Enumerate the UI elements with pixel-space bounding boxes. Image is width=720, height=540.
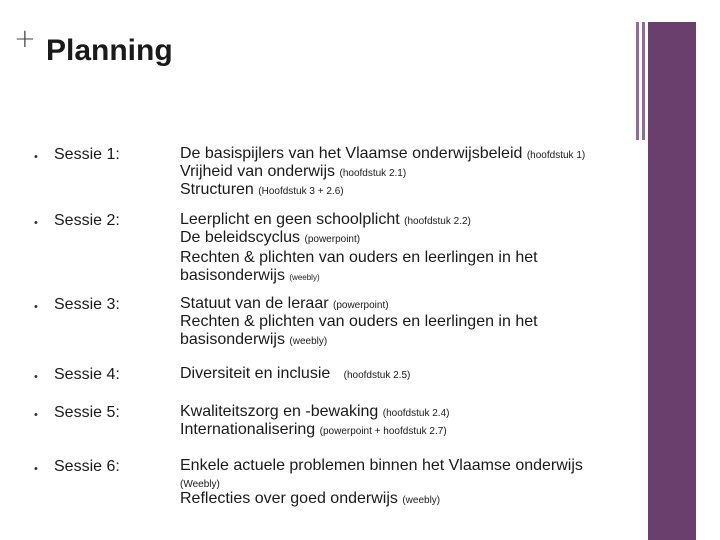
topic-line	[180, 476, 650, 491]
accent-bar-thin-left	[636, 22, 639, 140]
topic-note: (weebly)	[289, 273, 320, 282]
topic-text: Leerplicht en geen schoolplicht	[180, 211, 405, 228]
session-topics	[180, 404, 650, 440]
topic-line	[180, 230, 650, 248]
topic-note: (Hoofdstuk 3 + 2.6)	[258, 186, 344, 197]
topic-line	[180, 250, 650, 268]
topic-note: (powerpoint)	[332, 300, 389, 311]
topic-text: Rechten & plichten van ouders en leerlingen in het	[180, 249, 538, 266]
topic-text: Reflecties over goed onderwijs	[180, 490, 403, 507]
session-label: Sessie 6:	[54, 458, 120, 475]
plus-icon: +	[14, 24, 36, 54]
topic-note: (weebly)	[289, 336, 328, 347]
topic-text: Diversiteit en inclusie	[180, 365, 344, 382]
topic-line	[180, 422, 650, 440]
topic-line	[180, 332, 650, 350]
session-topics	[180, 212, 650, 286]
bullet-icon: •	[34, 151, 38, 163]
topic-text: Enkele actuele problemen binnen het Vlaamse onderwijs	[180, 457, 583, 474]
page-title: Planning	[46, 34, 173, 67]
topic-text: basisonderwijs	[180, 267, 290, 284]
topic-note: (hoofdstuk 2.5)	[343, 370, 411, 381]
session-label: Sessie 5:	[54, 404, 120, 421]
bullet-icon: •	[34, 371, 38, 383]
bullet-icon: •	[34, 463, 38, 475]
topic-line	[180, 268, 650, 286]
topic-note: (powerpoint)	[304, 234, 361, 245]
topic-text: Vrijheid van onderwijs	[180, 163, 340, 180]
topic-note: (hoofdstuk 1)	[526, 150, 586, 161]
topic-text: basisonderwijs	[180, 331, 290, 348]
topic-text: De beleidscyclus	[180, 229, 305, 246]
session-topics	[180, 296, 650, 350]
topic-line	[180, 296, 650, 314]
session-label: Sessie 2:	[54, 212, 120, 229]
topic-line	[180, 491, 650, 509]
topic-text: Kwaliteitszorg en -bewaking	[180, 403, 383, 420]
topic-text: De basispijlers van het Vlaamse onderwijsbeleid	[180, 145, 527, 162]
accent-bar-thin-right	[642, 22, 645, 140]
topic-line	[180, 182, 650, 200]
topic-line	[180, 314, 650, 332]
topic-text: Rechten & plichten van ouders en leerlingen in het	[180, 313, 538, 330]
topic-line	[180, 404, 650, 422]
topic-text: Internationalisering	[180, 421, 320, 438]
session-label: Sessie 4:	[54, 366, 120, 383]
topic-text: Structuren	[180, 181, 259, 198]
session-topics	[180, 458, 650, 509]
bullet-icon: •	[34, 409, 38, 421]
accent-bar	[648, 22, 696, 540]
session-topics	[180, 366, 650, 384]
session-label: Sessie 3:	[54, 296, 120, 313]
topic-note: (hoofdstuk 2.1)	[339, 168, 407, 179]
topic-line	[180, 212, 650, 230]
topic-text: Statuut van de leraar	[180, 295, 333, 312]
topic-line	[180, 164, 650, 182]
topic-note: (hoofdstuk 2.2)	[404, 216, 471, 227]
session-label: Sessie 1:	[54, 146, 120, 163]
topic-line	[180, 146, 650, 164]
bullet-icon: •	[34, 301, 38, 313]
topic-note: (Weebly)	[180, 479, 220, 490]
topic-line	[180, 366, 650, 384]
topic-note: (weebly)	[402, 495, 441, 506]
bullet-icon: •	[34, 217, 38, 229]
topic-note: (hoofdstuk 2.4)	[382, 408, 450, 419]
topic-note: (powerpoint + hoofdstuk 2.7)	[319, 426, 447, 437]
session-topics	[180, 146, 650, 200]
topic-line	[180, 458, 650, 476]
